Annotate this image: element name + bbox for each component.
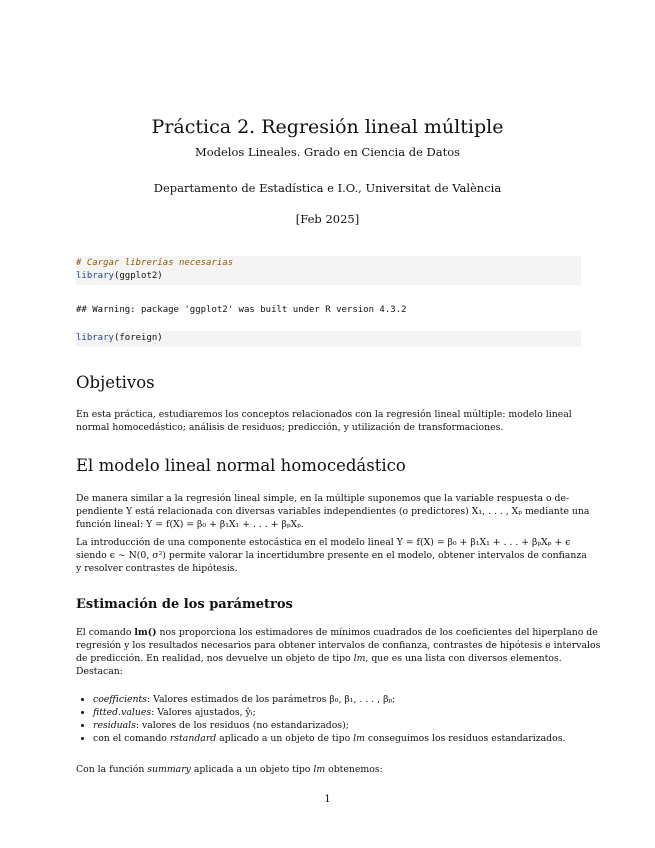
section-heading-modelo: El modelo lineal normal homocedástico [76,456,406,475]
document-author-affiliation: Departamento de Estadística e I.O., Universitat de València [153,181,502,195]
inline-term: rstandard [169,733,217,744]
code-args: (ggplot2) [113,271,163,281]
page-number: 1 [324,794,331,805]
list-item [93,719,598,732]
code-comment: # Cargar librerías necesarias [76,258,234,268]
text-line: función lineal: Y = f(X) = β₀ + β₁X₁ + . . . + βₚXₚ. [76,519,304,530]
section-heading-objetivos: Objetivos [76,373,155,392]
code-keyword: library [76,271,114,281]
list-item [93,732,598,745]
text-line: pendiente Y está relacionada con diversas variables independientes (o predictores) X₁, . . . , Xₚ mediante una [76,506,590,517]
subsection-heading-estimacion: Estimación de los parámetros [76,597,293,612]
text-line: siendo ϵ ∼ N(0, σ²) permite valorar la incertidumbre presente en el modelo, obtener intervalos de confianza [76,550,587,561]
list-item-text: : Valores estimados de los parámetros β₀, β₁, . . . , βₚ; [147,694,396,705]
code-output-warning: ## Warning: package 'ggplot2' was built under R version 4.3.2 [76,305,407,315]
paragraph-modelo-1 [76,492,590,531]
inline-term: lm [353,653,366,664]
document-title: Práctica 2. Regresión lineal múltiple [151,116,504,138]
text-line [76,652,581,665]
text-line: Destacan: [76,666,123,677]
text-line: normal homocedástico; análisis de residuos; predicción, y utilización de transformaciones. [76,422,504,433]
inline-term: fitted.values [93,707,152,718]
document-subtitle: Modelos Lineales. Grado en Ciencia de Datos [194,145,461,159]
inline-term: lm [313,764,326,775]
text-line [76,763,581,776]
list-item-text: aplicado a un objeto de tipo [216,733,354,744]
text-fragment: de predicción. En realidad, nos devuelve un objeto de tipo [76,653,354,664]
code-block-libraries [76,256,581,285]
list-item [93,706,598,719]
list-item-text: conseguimos los residuos estandarizados. [364,733,566,744]
list-item-text: : valores de los residuos (no estandarizados); [135,720,349,731]
text-fragment: Con la función [76,764,148,775]
text-line: y resolver contrastes de hipótesis. [76,563,238,574]
paragraph-summary-intro [76,763,581,776]
paragraph-modelo-2 [76,536,587,575]
text-fragment: El comando [76,627,135,638]
inline-command: lm() [134,627,157,638]
code-block-foreign [76,331,581,347]
document-date: [Feb 2025] [295,212,360,226]
inline-term: lm [353,733,365,744]
paragraph-objetivos [76,408,581,434]
code-args: (foreign) [113,333,163,343]
text-fragment: aplicada a un objeto tipo [190,764,314,775]
inline-term: residuals [93,720,136,731]
inline-term: summary [147,764,191,775]
bullet-list-lm-elements [76,693,598,745]
list-item-text: con el comando [93,733,170,744]
code-keyword: library [76,333,114,343]
text-line: La introducción de una componente estocástica en el modelo lineal Y = f(X) = β₀ + β₁X₁ + . . . + βₚXₚ + ϵ [76,537,571,548]
text-fragment: nos proporciona los estimadores de mínimos cuadrados de los coeficientes del hiperplano de [156,627,598,638]
text-fragment: , que es una lista con diversos elementos. [365,653,562,664]
inline-term: coefficients [93,694,148,705]
text-line: regresión y los resultados necesarios para obtener intervalos de confianza, contrastes de hipótesis e intervalos [76,640,601,651]
text-line [76,626,598,639]
text-line: De manera similar a la regresión lineal simple, en la múltiple suponemos que la variable respuesta o de- [76,493,570,504]
list-item [93,693,598,706]
paragraph-estimacion [76,626,601,678]
text-fragment: obtenemos: [325,764,383,775]
list-item-text: : Valores ajustados, ŷᵢ; [151,707,256,718]
text-line: En esta práctica, estudiaremos los conceptos relacionados con la regresión lineal múltiple: modelo lineal [76,409,572,420]
